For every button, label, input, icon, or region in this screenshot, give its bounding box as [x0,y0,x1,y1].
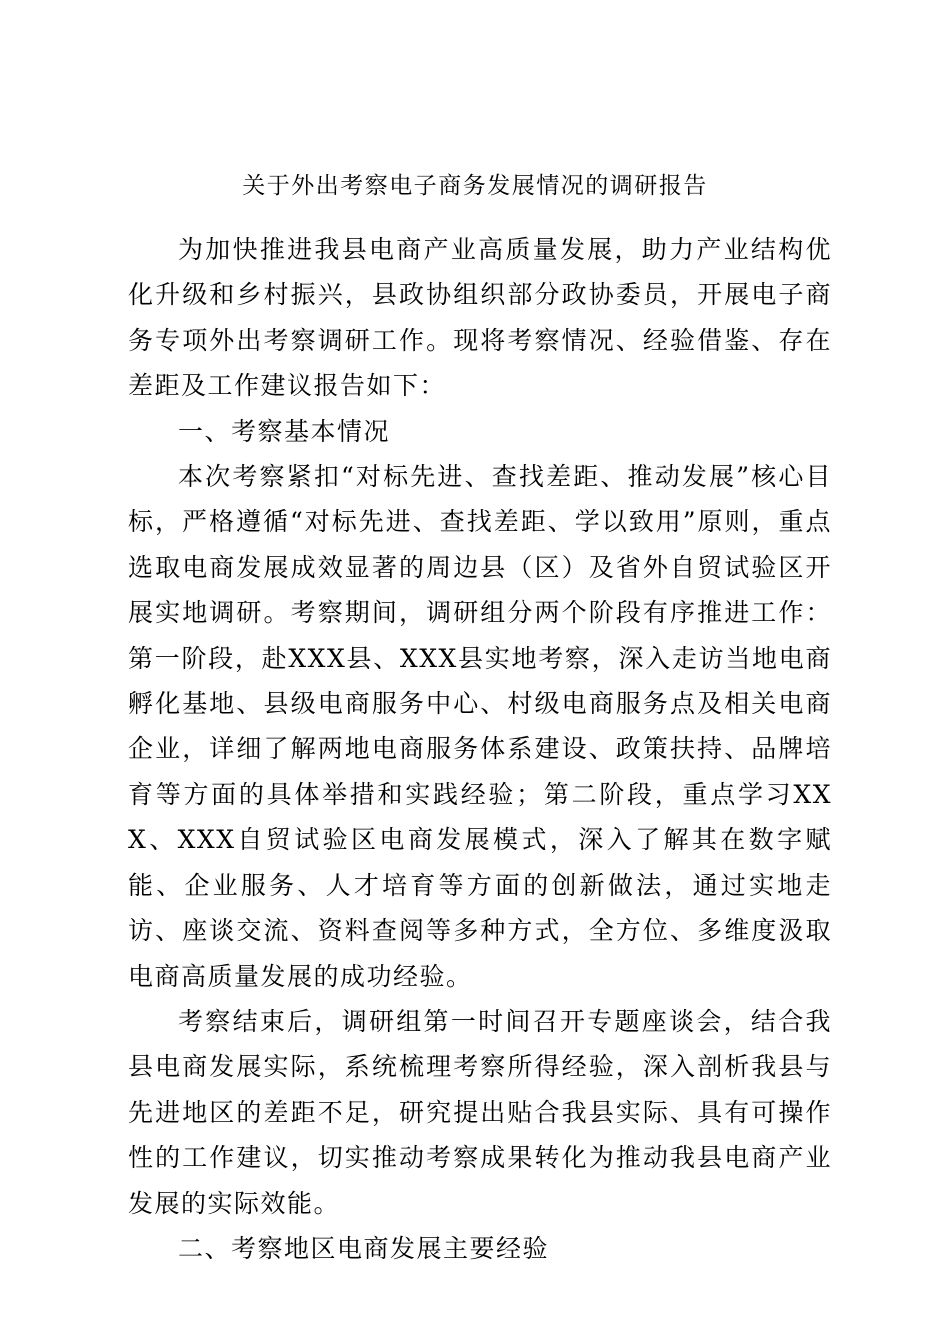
section-1-heading: 一、考察基本情况 [178,416,391,446]
section-2-heading: 二、考察地区电商发展主要经验 [178,1233,550,1263]
intro-paragraph: 为加快推进我县电商产业高质量发展，助力产业结构优化升级和乡村振兴，县政协组织部分政协委员，开展电子商务专项外出考察调研工作。现将考察情况、经验借鉴、存在差距及工作建议报告如下： [128,235,832,401]
document-body [128,227,832,1271]
section-1-paragraph-1: 本次考察紧扣“对标先进、查找差距、推动发展”核心目标，严格遵循“对标先进、查找差距、学以致用”原则，重点选取电商发展成效显著的周边县（区）及省外自贸试验区开展实地调研。考察期间，调研组分两个阶段有序推进工作：第一阶段，赴XXX县、XXX县实地考察，深入走访当地电商孵化基地、县级电商服务中心、村级电商服务点及相关电商企业，详细了解两地电商服务体系建设、政策扶持、品牌培育等方面的具体举措和实践经验；第二阶段，重点学习XXX、XXX自贸试验区电商发展模式，深入了解其在数字赋能、企业服务、人才培育等方面的创新做法，通过实地走访、座谈交流、资料查阅等多种方式，全方位、多维度汲取电商高质量发展的成功经验。 [128,462,832,991]
document-title: 关于外出考察电子商务发展情况的调研报告 [242,173,708,199]
section-1-paragraph-2: 考察结束后，调研组第一时间召开专题座谈会，结合我县电商发展实际，系统梳理考察所得经验，深入剖析我县与先进地区的差距不足，研究提出贴合我县实际、具有可操作性的工作建议，切实推动考察成果转化为推动我县电商产业发展的实际效能。 [128,1006,832,1218]
